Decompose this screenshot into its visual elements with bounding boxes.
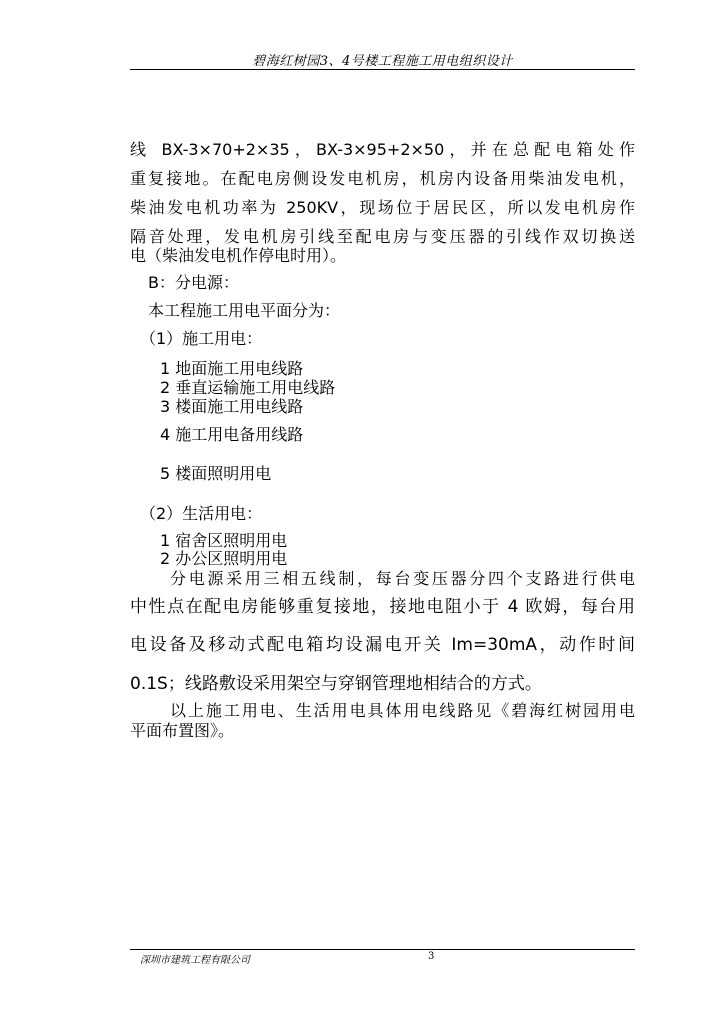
paragraph-1-line-2: 重复接地。在配电房侧设发电机房，机房内设备用柴油发电机，	[130, 169, 635, 188]
page-number: 3	[428, 951, 435, 962]
header-divider	[130, 69, 635, 70]
paragraph-1-line-5: 电（柴油发电机作停电时用）。	[130, 246, 347, 265]
list-item: 2 垂直运输施工用电线路	[160, 378, 336, 397]
section-b-heading: B：分电源：	[148, 273, 239, 292]
section-intro: 本工程施工用电平面分为：	[148, 301, 341, 320]
subsection-construction-power: （1）施工用电：	[140, 329, 263, 348]
page-header-title: 碧海红树园3、4号楼工程施工用电组织设计	[252, 54, 513, 69]
paragraph-3-line-1: 以上施工用电、生活用电具体用电线路见《碧海红树园用电	[170, 701, 635, 720]
paragraph-2-line-3: 电设备及移动式配电箱均设漏电开关 Im=30mA，动作时间	[130, 635, 635, 655]
paragraph-1-line-1: 线 BX-3×70+2×35，BX-3×95+2×50，并在总配电箱处作	[130, 140, 635, 159]
list-item: 1 地面施工用电线路	[160, 359, 304, 378]
paragraph-2-line-2: 中性点在配电房能够重复接地，接地电阻小于 4 欧姆，每台用	[130, 597, 635, 617]
subsection-living-power: （2）生活用电：	[140, 504, 263, 523]
list-item: 1 宿舍区照明用电	[160, 531, 288, 550]
paragraph-1-line-3: 柴油发电机功率为 250KV，现场位于居民区，所以发电机房作	[130, 198, 635, 217]
paragraph-1-line-4: 隔音处理，发电机房引线至配电房与变压器的引线作双切换送	[130, 227, 635, 246]
paragraph-3-line-2: 平面布置图》。	[130, 721, 235, 740]
list-item: 4 施工用电备用线路	[160, 425, 304, 444]
footer-company-name: 深圳市建筑工程有限公司	[140, 955, 250, 966]
list-item: 5 楼面照明用电	[160, 464, 272, 483]
paragraph-2-line-1: 分电源采用三相五线制，每台变压器分四个支路进行供电	[170, 569, 635, 588]
list-item: 3 楼面施工用电线路	[160, 397, 304, 416]
footer-divider	[130, 949, 635, 950]
paragraph-2-line-4: 0.1S；线路敷设采用架空与穿钢管理地相结合的方式。	[130, 674, 542, 694]
list-item: 2 办公区照明用电	[160, 549, 288, 568]
